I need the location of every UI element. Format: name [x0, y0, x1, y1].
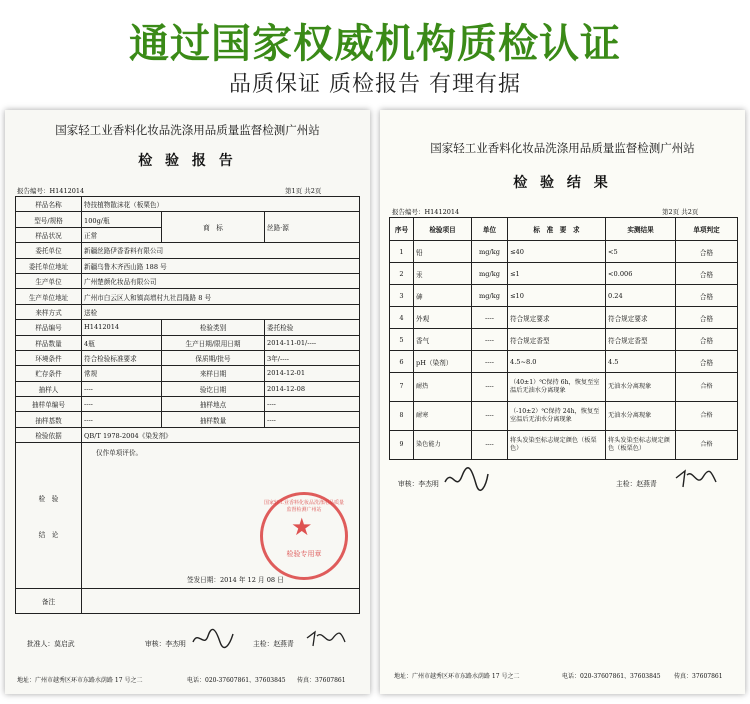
cell-item: 外观: [414, 307, 472, 329]
table-row: [16, 320, 360, 335]
cell-value: 2014-11-01/----: [265, 335, 360, 350]
cell-req: ≤40: [508, 241, 606, 263]
conclusion-label-line2: 结 论: [38, 530, 59, 539]
table-row: [390, 285, 738, 307]
conclusion-label-line1: 检 验: [38, 494, 59, 503]
cell-req: （-10±2）℃保持 24h，恢复至室温后无油水分离现象: [508, 402, 606, 431]
cell-label: 样品名称: [16, 197, 82, 212]
table-row: [16, 366, 360, 381]
cell-label: 检验类别: [162, 320, 265, 335]
cell-unit: mg/kg: [472, 285, 508, 307]
cell-item: 耐寒: [414, 402, 472, 431]
table-row: [16, 412, 360, 427]
footer-phone: 电话：020-37607861、37603845: [187, 677, 286, 684]
cell-value: 新疆乌鲁木齐西山路 188 号: [82, 258, 360, 273]
report-number: 报告编号：H1412014: [17, 187, 85, 195]
cell-value: H1412014: [82, 320, 162, 335]
column-header: 标 准 要 求: [508, 218, 606, 241]
cell-item: 铅: [414, 241, 472, 263]
cell-value: 100g/瓶: [82, 212, 162, 227]
cell-unit: ----: [472, 431, 508, 460]
cell-label: 保质期/批号: [162, 350, 265, 365]
table-row: [16, 273, 360, 288]
cell-value: ----: [82, 397, 162, 412]
sign-date: 签发日期：2014 年 12 月 08 日: [187, 576, 284, 585]
inspector-signature: [305, 628, 347, 650]
cell-unit: ----: [472, 402, 508, 431]
reviewer: 审核：李杰明: [145, 640, 186, 648]
column-header: 序号: [390, 218, 414, 241]
cell-result: <0.006: [606, 263, 676, 285]
cell-label: 生产单位: [16, 273, 82, 288]
cell-item: 砷: [414, 285, 472, 307]
cell-label: 样品编号: [16, 320, 82, 335]
cell-verdict: 合格: [676, 241, 738, 263]
cell-label: 验讫日期: [162, 381, 265, 396]
cell-value: 委托检验: [265, 320, 360, 335]
cell-req: 4.5~8.0: [508, 351, 606, 373]
table-row: [16, 335, 360, 350]
cell-verdict: 合格: [676, 351, 738, 373]
cell-no: 7: [390, 373, 414, 402]
seal-text: 检验专用章: [286, 550, 322, 558]
cell-result: 符合规定香型: [606, 329, 676, 351]
table-row: [390, 263, 738, 285]
cell-value: 2014-12-01: [265, 366, 360, 381]
cell-item: 染色能力: [414, 431, 472, 460]
cell-label: 贮存条件: [16, 366, 82, 381]
cell-value: 特技植物散沫花（板栗色）: [82, 197, 360, 212]
cell-item: pH（染剂）: [414, 351, 472, 373]
table-row: [390, 329, 738, 351]
inspector: 主检：赵燕青: [253, 640, 294, 648]
cell-label: 生产日期/限用日期: [162, 335, 265, 350]
conclusion-label: [16, 443, 82, 589]
cell-label: 样品数量: [16, 335, 82, 350]
results-reviewer: 审核：李杰明: [398, 480, 439, 488]
table-row: [16, 258, 360, 273]
results-report-number: 报告编号：H1412014: [392, 208, 460, 216]
cell-value: 3年/----: [265, 350, 360, 365]
table-row: [16, 381, 360, 396]
cell-value: QB/T 1978-2004《染发剂》: [82, 427, 360, 442]
cell-label: 型号/规格: [16, 212, 82, 227]
cell-label: 检验依据: [16, 427, 82, 442]
seal-star-icon: ★: [291, 513, 313, 541]
cell-req: ≤1: [508, 263, 606, 285]
banner-subtitle: 品质保证 质检报告 有理有据: [229, 72, 521, 97]
cell-item: 香气: [414, 329, 472, 351]
column-header: 实测结果: [606, 218, 676, 241]
cell-label: 委托单位地址: [16, 258, 82, 273]
cell-item: 汞: [414, 263, 472, 285]
seal-ring-text: 国家轻工业香料化妆品洗涤用品质量监督检测广州站: [263, 500, 344, 513]
cell-no: 5: [390, 329, 414, 351]
table-row: [16, 304, 360, 319]
cell-unit: mg/kg: [472, 241, 508, 263]
cell-label: 抽样数量: [162, 412, 265, 427]
cell-req: （40±1）℃保持 6h，恢复至室温后无油水分离现象: [508, 373, 606, 402]
table-row: [16, 197, 360, 212]
cell-label: 来样日期: [162, 366, 265, 381]
results-table: [389, 217, 738, 460]
banner-title: 通过国家权威机构质检认证: [129, 21, 621, 67]
remark-value: [82, 589, 360, 614]
cell-no: 1: [390, 241, 414, 263]
cell-verdict: 合格: [676, 402, 738, 431]
cell-no: 3: [390, 285, 414, 307]
table-row: [16, 589, 360, 614]
report-title: 检 验 报 告: [138, 153, 237, 169]
cell-value: 送检: [82, 304, 360, 319]
cell-result: 0.24: [606, 285, 676, 307]
cell-value: 广州市白云区人和镇高增村九社昌隆路 8 号: [82, 289, 360, 304]
cell-verdict: 合格: [676, 263, 738, 285]
cell-value: 2014-12-08: [265, 381, 360, 396]
report-org: 国家轻工业香料化妆品洗涤用品质量监督检测广州站: [55, 123, 320, 137]
cell-value: 新疆丝路伊香香料有限公司: [82, 243, 360, 258]
cell-label: 生产单位地址: [16, 289, 82, 304]
table-row: [16, 397, 360, 412]
results-inspector: 主检：赵燕青: [616, 480, 657, 488]
cell-value: 丝路·源: [265, 212, 360, 243]
footer-fax: 传真：37607861: [297, 677, 346, 684]
table-row: [16, 212, 360, 227]
cell-label: 备注: [16, 589, 82, 614]
column-header: 检验项目: [414, 218, 472, 241]
table-row: [16, 289, 360, 304]
cell-value: ----: [82, 412, 162, 427]
cell-label: 抽样地点: [162, 397, 265, 412]
cell-value: 正常: [82, 227, 162, 242]
reviewer-signature: [190, 628, 235, 650]
cell-value: ----: [265, 412, 360, 427]
cell-verdict: 合格: [676, 307, 738, 329]
cell-result: 符合规定要求: [606, 307, 676, 329]
results-title: 检 验 结 果: [513, 175, 612, 191]
results-org: 国家轻工业香料化妆品洗涤用品质量监督检测广州站: [430, 141, 695, 155]
report-page-info: 第1页 共2页: [285, 187, 322, 195]
cell-label: 抽样基数: [16, 412, 82, 427]
cell-unit: mg/kg: [472, 263, 508, 285]
cell-label: 样品状况: [16, 227, 82, 242]
approver: 批准人：莫启武: [27, 640, 75, 648]
cell-req: 符合规定香型: [508, 329, 606, 351]
cell-result: 无油水分离现象: [606, 402, 676, 431]
footer-address: 地址：广州市越秀区环市东路水荫路 17 号之二: [17, 677, 143, 684]
table-row: [16, 350, 360, 365]
cell-value: ----: [82, 381, 162, 396]
cell-no: 8: [390, 402, 414, 431]
cell-value: 常规: [82, 366, 162, 381]
results-footer-fax: 传真：37607861: [674, 673, 723, 680]
results-footer-address: 地址：广州市越秀区环市东路水荫路 17 号之二: [394, 673, 520, 680]
cell-unit: ----: [472, 329, 508, 351]
cell-label: 商 标: [162, 212, 265, 243]
cell-label: 抽样人: [16, 381, 82, 396]
conclusion-text: 仅作单项评价。: [96, 449, 143, 458]
cell-unit: ----: [472, 373, 508, 402]
official-seal: [260, 492, 348, 580]
cell-value: 广州楚颜化妆品有限公司: [82, 273, 360, 288]
cell-item: 耐热: [414, 373, 472, 402]
table-row: [390, 351, 738, 373]
cell-req: 符合规定要求: [508, 307, 606, 329]
cell-label: 来样方式: [16, 304, 82, 319]
cell-no: 6: [390, 351, 414, 373]
cell-no: 9: [390, 431, 414, 460]
cell-label: 委托单位: [16, 243, 82, 258]
results-inspector-signature: [674, 466, 718, 492]
cell-value: ----: [265, 397, 360, 412]
cell-result: 无油水分离现象: [606, 373, 676, 402]
cell-label: 抽样单编号: [16, 397, 82, 412]
cell-result: 将头发染至标志规定颜色（板栗色）: [606, 431, 676, 460]
table-row: [390, 373, 738, 402]
cell-verdict: 合格: [676, 431, 738, 460]
cell-verdict: 合格: [676, 373, 738, 402]
column-header: 单位: [472, 218, 508, 241]
results-footer-phone: 电话：020-37607861、37603845: [562, 673, 661, 680]
results-reviewer-signature: [442, 466, 490, 494]
inspection-report-page: [5, 110, 370, 694]
header-banner: [0, 0, 750, 110]
table-header-row: [390, 218, 738, 241]
table-row: [390, 402, 738, 431]
cell-req: 将头发染至标志规定颜色（板栗色）: [508, 431, 606, 460]
cell-verdict: 合格: [676, 285, 738, 307]
cell-unit: ----: [472, 307, 508, 329]
cell-label: 环境条件: [16, 350, 82, 365]
cell-req: ≤10: [508, 285, 606, 307]
cell-result: 4.5: [606, 351, 676, 373]
table-row: [390, 431, 738, 460]
results-page-info: 第2页 共2页: [662, 208, 699, 216]
cell-value: 符合检验标准要求: [82, 350, 162, 365]
column-header: 单项判定: [676, 218, 738, 241]
table-row: [16, 243, 360, 258]
table-row: [390, 307, 738, 329]
cell-unit: ----: [472, 351, 508, 373]
cell-value: 4瓶: [82, 335, 162, 350]
cell-no: 4: [390, 307, 414, 329]
table-row: [16, 427, 360, 442]
cell-verdict: 合格: [676, 329, 738, 351]
test-results-page: [380, 110, 745, 694]
table-row: [390, 241, 738, 263]
cell-result: <5: [606, 241, 676, 263]
cell-no: 2: [390, 263, 414, 285]
